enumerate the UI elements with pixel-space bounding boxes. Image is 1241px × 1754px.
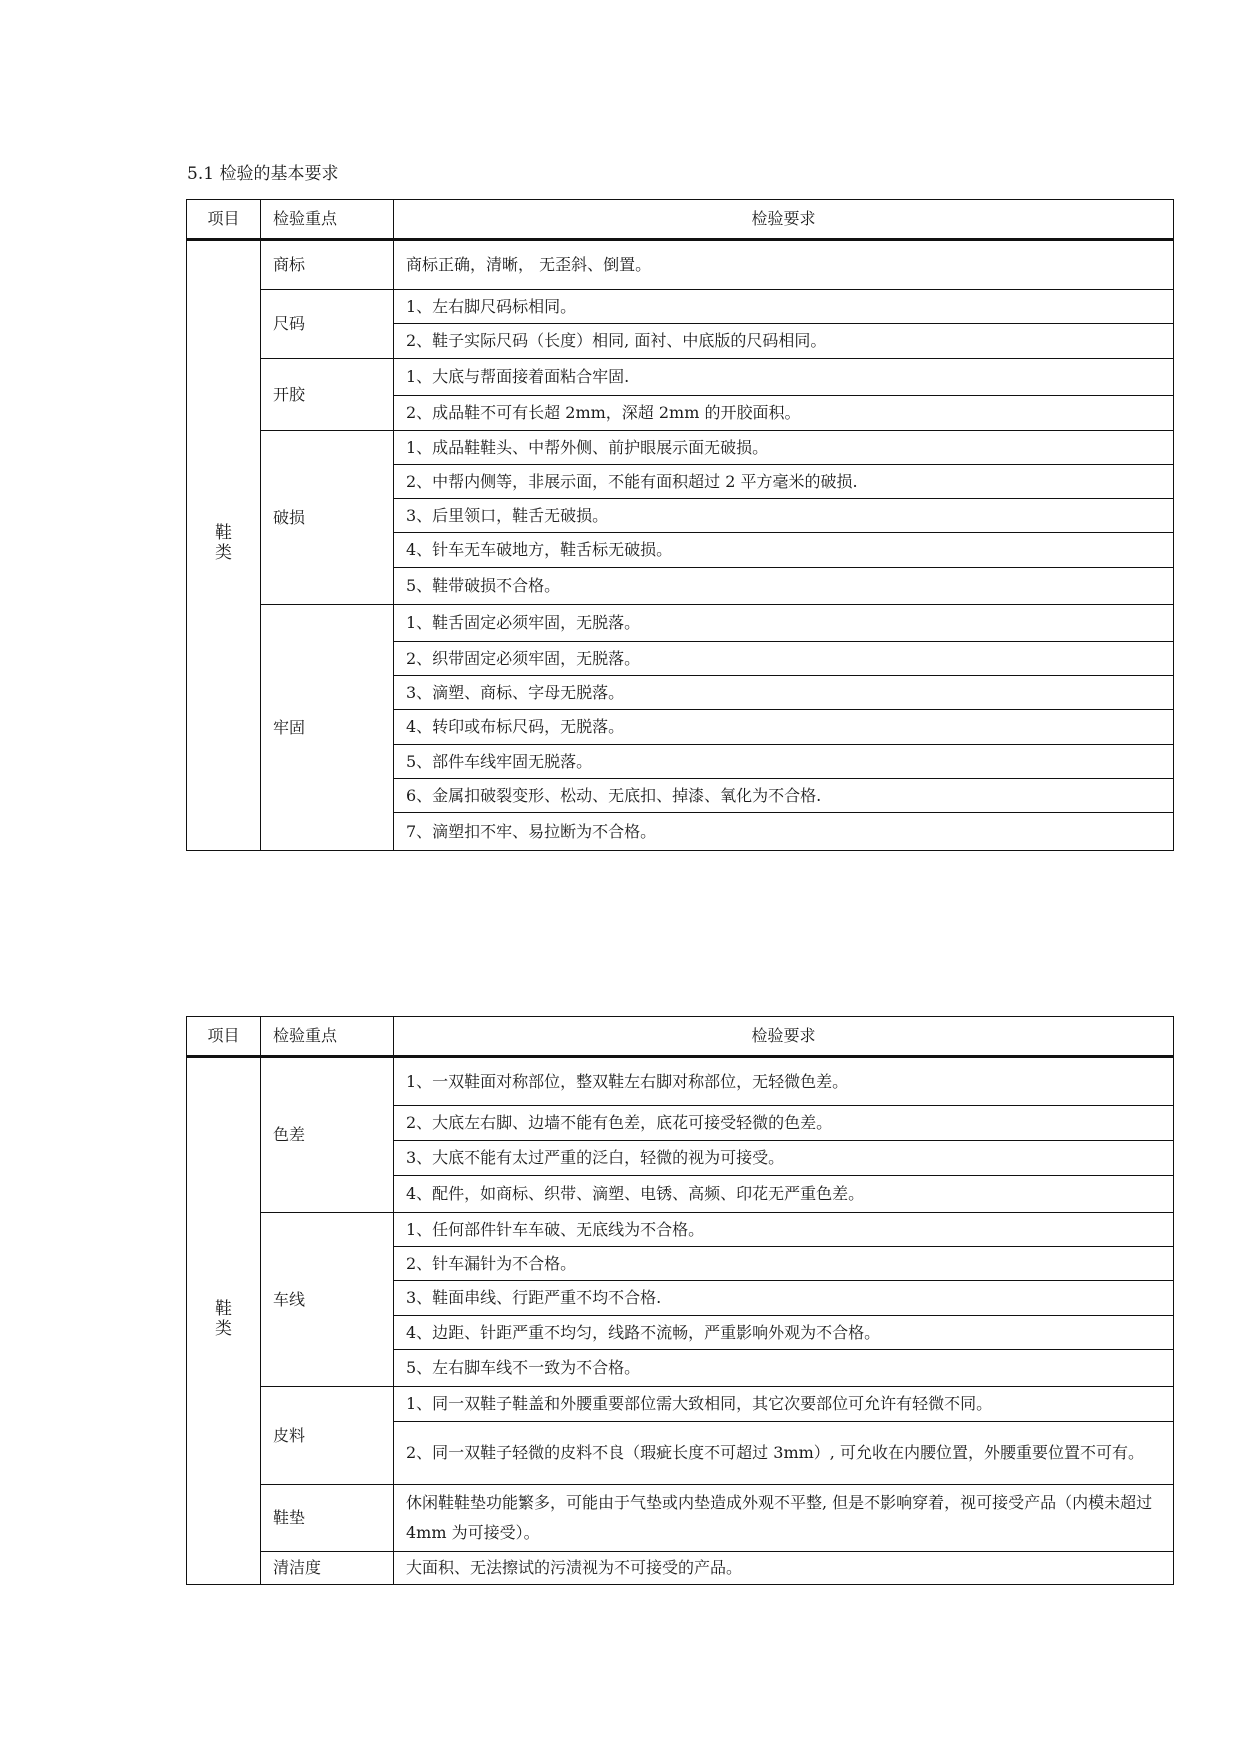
requirement-cell: 1、鞋舌固定必须牢固，无脱落。 (394, 605, 1174, 642)
inspection-point-cell: 商标 (261, 240, 394, 290)
inspection-point-cell: 色差 (261, 1057, 394, 1213)
requirement-cell: 3、鞋面串线、行距严重不均不合格. (394, 1281, 1174, 1316)
category-label: 鞋类 (215, 523, 232, 563)
inspection-table-2 (186, 1016, 1174, 1585)
header-requirement: 检验要求 (394, 1017, 1174, 1057)
inspection-point-cell: 皮料 (261, 1387, 394, 1485)
table-row (187, 1485, 1174, 1552)
requirement-cell: 4、针车无车破地方，鞋舌标无破损。 (394, 533, 1174, 568)
table-row (187, 1552, 1174, 1585)
table-row (187, 359, 1174, 396)
requirement-cell: 4、配件，如商标、织带、滴塑、电锈、高频、印花无严重色差。 (394, 1176, 1174, 1213)
table-header-row (187, 1017, 1174, 1057)
category-cell (187, 1057, 261, 1585)
requirement-cell: 5、部件车线牢固无脱落。 (394, 745, 1174, 779)
header-inspection-point: 检验重点 (261, 200, 394, 240)
requirement-cell: 3、大底不能有太过严重的泛白，轻微的视为可接受。 (394, 1141, 1174, 1176)
requirement-cell: 2、同一双鞋子轻微的皮料不良（瑕疵长度不可超过 3mm）, 可允收在内腰位置，外腰重要位置不可有。 (394, 1422, 1174, 1485)
inspection-point-cell: 开胶 (261, 359, 394, 431)
requirement-cell: 大面积、无法擦试的污渍视为不可接受的产品。 (394, 1552, 1174, 1585)
requirement-cell: 7、滴塑扣不牢、易拉断为不合格。 (394, 813, 1174, 851)
requirement-cell: 1、大底与帮面接着面粘合牢固. (394, 359, 1174, 396)
inspection-point-cell: 清洁度 (261, 1552, 394, 1585)
requirement-cell: 休闲鞋鞋垫功能繁多，可能由于气垫或内垫造成外观不平整, 但是不影响穿着，视可接受产品（内模未超过 4mm 为可接受）。 (394, 1485, 1174, 1552)
header-inspection-point: 检验重点 (261, 1017, 394, 1057)
inspection-table-1 (186, 199, 1174, 851)
requirement-cell: 4、转印或布标尺码，无脱落。 (394, 710, 1174, 745)
requirement-cell: 1、成品鞋鞋头、中帮外侧、前护眼展示面无破损。 (394, 431, 1174, 465)
inspection-point-cell: 车线 (261, 1213, 394, 1387)
category-label: 鞋类 (215, 1298, 232, 1339)
table-row (187, 605, 1174, 642)
table-row (187, 240, 1174, 290)
header-item: 项目 (187, 200, 261, 240)
inspection-point-cell: 破损 (261, 431, 394, 605)
requirement-cell: 6、金属扣破裂变形、松动、无底扣、掉漆、氧化为不合格. (394, 779, 1174, 813)
table-row (187, 431, 1174, 465)
table-row (187, 1387, 1174, 1422)
inspection-point-cell: 尺码 (261, 290, 394, 359)
header-requirement: 检验要求 (394, 200, 1174, 240)
requirement-cell: 3、后里领口，鞋舌无破损。 (394, 499, 1174, 533)
table-row (187, 1213, 1174, 1247)
requirement-cell: 2、大底左右脚、边墙不能有色差，底花可接受轻微的色差。 (394, 1106, 1174, 1141)
requirement-cell: 4、边距、针距严重不均匀，线路不流畅，严重影响外观为不合格。 (394, 1316, 1174, 1350)
requirement-cell: 2、中帮内侧等，非展示面，不能有面积超过 2 平方毫米的破损. (394, 465, 1174, 499)
requirement-cell: 2、鞋子实际尺码（长度）相同, 面衬、中底版的尺码相同。 (394, 324, 1174, 359)
requirement-cell: 1、任何部件针车车破、无底线为不合格。 (394, 1213, 1174, 1247)
requirement-cell: 1、一双鞋面对称部位，整双鞋左右脚对称部位，无轻微色差。 (394, 1057, 1174, 1106)
requirement-cell: 1、同一双鞋子鞋盖和外腰重要部位需大致相同，其它次要部位可允许有轻微不同。 (394, 1387, 1174, 1422)
category-cell (187, 240, 261, 851)
table-header-row (187, 200, 1174, 240)
header-item: 项目 (187, 1017, 261, 1057)
section-title: 5.1 检验的基本要求 (187, 164, 339, 184)
table-row (187, 1057, 1174, 1106)
inspection-point-cell: 鞋垫 (261, 1485, 394, 1552)
requirement-cell: 2、针车漏针为不合格。 (394, 1247, 1174, 1281)
requirement-cell: 5、左右脚车线不一致为不合格。 (394, 1350, 1174, 1387)
requirement-cell: 1、左右脚尺码标相同。 (394, 290, 1174, 324)
requirement-cell: 2、成品鞋不可有长超 2mm，深超 2mm 的开胶面积。 (394, 396, 1174, 431)
requirement-cell: 5、鞋带破损不合格。 (394, 568, 1174, 605)
requirement-cell: 商标正确，清晰， 无歪斜、倒置。 (394, 240, 1174, 290)
requirement-cell: 3、滴塑、商标、字母无脱落。 (394, 676, 1174, 710)
table-row (187, 290, 1174, 324)
inspection-point-cell: 牢固 (261, 605, 394, 851)
requirement-cell: 2、织带固定必须牢固，无脱落。 (394, 642, 1174, 676)
